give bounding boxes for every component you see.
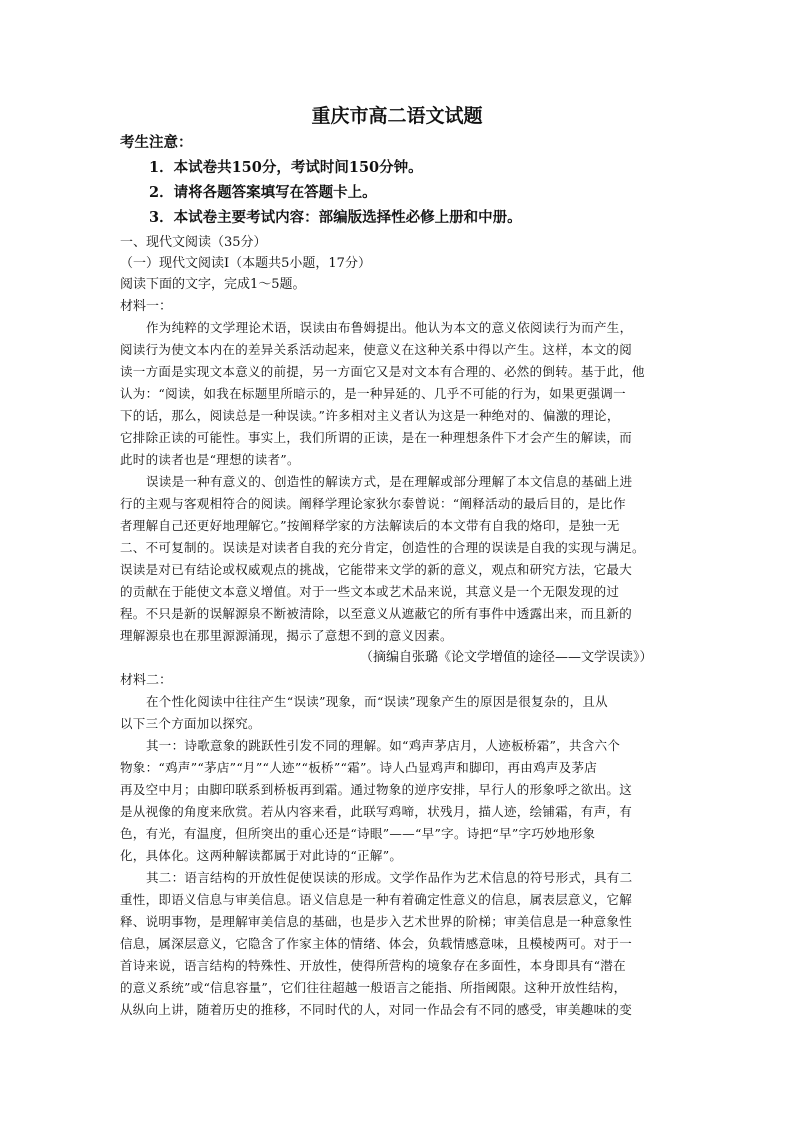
material2-line: 从纵向上讲，随着历史的推移，不同时代的人，对同一作品会有不同的感受，审美趣味的变 (120, 1002, 633, 1017)
material2-line: 色，有光，有温度，但所突出的重心还是“诗眼”——“早”字。诗把“早”字巧妙地形象 (120, 826, 596, 841)
material1-line: 它排除正读的可能性。事实上，我们所谓的正读，是在一种理想条件下才会产生的解读，而 (120, 430, 633, 445)
material2-line: 重性，即语义信息与审美信息。语义信息是一种有着确定性意义的信息，属表层意义，它解 (120, 892, 633, 907)
material2-line: 物象：“鸡声”“茅店”“月”“人迹”“板桥”“霜”。诗人凸显鸡声和脚印，再由鸡声及茅店 (120, 760, 598, 775)
material1-line: 者理解自己还更好地理解它。”按阐释学家的方法解读后的本文带有自我的烙印，是独一无 (120, 518, 620, 533)
material1-line: 的贡献在于能使文本意义增值。对于一些文本或艺术品来说，其意义是一个无限发现的过 (120, 584, 620, 599)
notice-item: 2．请将各题答案填写在答题卡上。 (149, 184, 377, 201)
material1-line: 下的话，那么，阅读总是一种误读。”许多相对主义者认为这是一种绝对的、偏激的理论， (120, 408, 620, 423)
material1-line: 读一方面是实现文本意义的前提，另一方面它又是对文本有合理的、必然的倒转。基于此，他 (120, 364, 645, 379)
material1-line: 二、不可复制的。误读是对读者自我的充分肯定，创造性的合理的误读是自我的实现与满足。 (120, 540, 645, 555)
sub-section-heading: （一）现代文阅读Ⅰ（本题共5小题，17分） (120, 256, 371, 271)
notice-item: 3．本试卷主要考试内容：部编版选择性必修上册和中册。 (149, 209, 522, 226)
material2-line: 化，具体化。这两种解读都属于对此诗的“正解”。 (120, 848, 403, 863)
instruction-text: 阅读下面的文字，完成1～5题。 (120, 277, 306, 292)
material1-line: 误读是对已有结论或权威观点的挑战，它能带来文学的新的意义，观点和研究方法，它最大 (120, 562, 633, 577)
material1-line: 理解源泉也在那里源源涌现，揭示了意想不到的意义因素。 (120, 628, 453, 643)
material2-label: 材料二： (120, 673, 173, 688)
material2-line: 信息，属深层意义，它隐含了作家主体的情绪、体会，负载情感意味，且模棱两可。对于一 (120, 936, 633, 951)
material1-label: 材料一： (120, 299, 173, 314)
material2-line: 首诗来说，语言结构的特殊性、开放性，使得所营构的境象存在多面性，本身即具有“潜在 (120, 958, 626, 973)
notice-heading: 考生注意： (120, 134, 193, 151)
material2-line: 是从视像的角度来欣赏。若从内容来看，此联写鸡啼，状残月，描人迹，绘铺霜，有声，有 (120, 804, 633, 819)
material2-line: 释、说明事物，是理解审美信息的基础，也是步入艺术世界的阶梯；审美信息是一种意象性 (120, 914, 633, 929)
material2-line: 其一：诗歌意象的跳跃性引发不同的理解。如“鸡声茅店月，人迹板桥霜”，共含六个 (146, 738, 621, 753)
section-heading: 一、现代文阅读（35分） (120, 235, 267, 250)
material1-line: 认为：“阅读，如我在标题里所暗示的，是一种异延的、几乎不可能的行为，如果更强调一 (120, 386, 626, 401)
material2-line: 其二：语言结构的开放性促使误读的形成。文学作品作为艺术信息的符号形式，具有二 (146, 870, 633, 885)
material1-line: 此时的读者也是“理想的读者”。 (120, 452, 300, 467)
page-title: 重庆市高二语文试题 (311, 105, 483, 127)
material1-line: 阅读行为使文本内在的差异关系活动起来，使意义在这种关系中得以产生。这样，本文的阅 (120, 342, 633, 357)
material2-line: 再及空中月；由脚印联系到桥板再到霜。通过物象的逆序安排，早行人的形象呼之欲出。这 (120, 782, 633, 797)
material1-line: 作为纯粹的文学理论术语，误读由布鲁姆提出。他认为本文的意义依阅读行为而产生， (146, 320, 633, 335)
material1-line: 程。不只是新的误解源泉不断被清除，以至意义从遮蔽它的所有事件中透露出来，而且新的 (120, 606, 633, 621)
material2-line: 的意义系统”或“信息容量”，它们往往超越一般语言之能指、所指阈限。这种开放性结构， (120, 980, 627, 995)
material1-line: 行的主观与客观相符合的阅读。阐释学理论家狄尔泰曾说：“阐释活动的最后目的，是比作 (120, 496, 626, 511)
material1-line: 误读是一种有意义的、创造性的解读方式，是在理解或部分理解了本文信息的基础上进 (146, 474, 633, 489)
material1-source: （摘编自张璐《论文学增值的途径——文学误读》） (360, 650, 653, 665)
notice-item: 1．本试卷共150分，考试时间150分钟。 (149, 159, 423, 176)
material2-line: 以下三个方面加以探究。 (120, 716, 261, 731)
material2-line: 在个性化阅读中往往产生“误读”现象，而“误读”现象产生的原因是很复杂的，且从 (146, 694, 608, 709)
